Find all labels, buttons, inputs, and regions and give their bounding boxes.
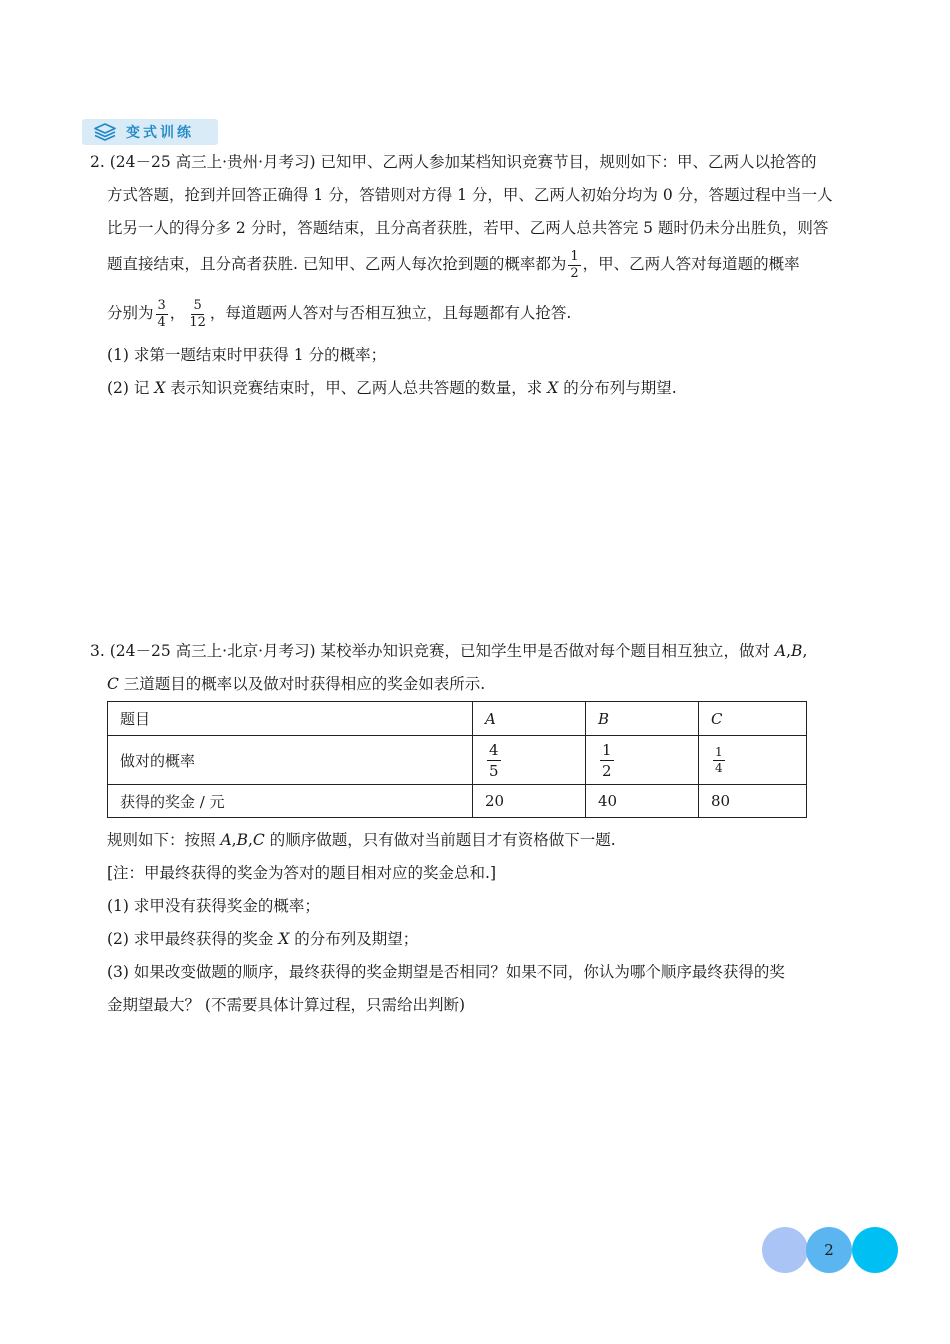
fraction-numerator: 3	[157, 297, 166, 313]
variable-a: A	[220, 831, 232, 849]
variable-c: C	[252, 831, 265, 849]
fraction-denominator: 2	[570, 265, 579, 281]
variable-x: X	[547, 379, 559, 397]
table-row-prize	[108, 785, 807, 818]
fraction-prob-b	[600, 740, 614, 781]
q3-subquestion-2	[107, 927, 418, 949]
q3-subquestion-3-line-2: 金期望最大？ (不需要具体计算过程，只需给出判断)	[107, 996, 466, 1014]
table-cell	[586, 702, 699, 736]
table-cell	[586, 736, 699, 785]
table-row-header	[108, 702, 807, 736]
fraction-denominator: 4	[157, 314, 166, 330]
table-cell: 40	[586, 785, 699, 818]
table-row-probability	[108, 736, 807, 785]
table-cell: 20	[473, 785, 586, 818]
fraction-prob-a	[487, 740, 501, 781]
fraction-denominator: 5	[489, 761, 499, 780]
q2-line-5-text-a: 分别为	[107, 304, 154, 322]
variable-c: C	[107, 675, 119, 693]
variable-b: B	[236, 831, 248, 849]
q3-rule-text-b: 的顺序做题，只有做对当前题目才有资格做下一题.	[264, 831, 616, 849]
variable-b: B	[791, 642, 803, 660]
fraction-numerator: 1	[602, 740, 612, 759]
q2-sub2-text-b: 表示知识竞赛结束时，甲、乙两人总共答题的数量，求	[165, 379, 548, 397]
fraction-three-quarters	[156, 298, 168, 331]
variable-a: A	[485, 709, 496, 728]
page-number: 2	[824, 1241, 834, 1259]
variable-x: X	[154, 379, 166, 397]
table-cell: 获得的奖金 / 元	[108, 785, 473, 818]
q2-line-1: 2. (24－25 高三上·贵州·月考习) 已知甲、乙两人参加某档知识竞赛节目，规则如下：甲、乙两人以抢答的	[90, 153, 817, 171]
fraction-numerator: 1	[715, 744, 723, 759]
q3-subquestion-3-line-1: (3) 如果改变做题的顺序，最终获得的奖金期望是否相同？如果不同，你认为哪个顺序最终获得的奖	[107, 963, 785, 981]
q2-sub2-text-a: (2) 记	[107, 379, 155, 397]
q2-line-4-text-b: ，甲、乙两人答对每道题的概率	[582, 255, 800, 273]
variable-a: A	[774, 642, 787, 660]
table-cell	[473, 736, 586, 785]
fraction-one-half	[568, 249, 580, 282]
fraction-denominator: 2	[602, 761, 612, 780]
table-cell	[699, 702, 807, 736]
q3-line-1-text: 3. (24－25 高三上·北京·月考习) 某校举办知识竞赛，已知学生甲是否做对每个题目相互独立，做对	[90, 642, 775, 660]
q3-subquestion-1: (1) 求甲没有获得奖金的概率；	[107, 897, 320, 915]
separator: ，	[169, 304, 186, 322]
fraction-numerator: 4	[489, 740, 499, 759]
fraction-prob-c	[713, 745, 725, 776]
comma: ,	[247, 831, 253, 849]
q2-subquestion-1: (1) 求第一题结束时甲获得 1 分的概率；	[107, 346, 387, 364]
q3-rule	[107, 828, 616, 850]
fraction-numerator: 1	[570, 248, 579, 264]
section-badge	[82, 119, 218, 145]
fraction-numerator: 5	[193, 297, 202, 313]
page-circle-left	[762, 1227, 808, 1273]
variable-c: C	[711, 709, 723, 728]
table-cell	[699, 736, 807, 785]
q2-sub2-text-c: 的分布列与期望.	[558, 379, 677, 397]
q2-line-4-text-a: 题直接结束，且分高者获胜. 已知甲、乙两人每次抢到题的概率都为	[107, 255, 567, 273]
q2-line-3: 比另一人的得分多 2 分时，答题结束，且分高者获胜，若甲、乙两人总共答完 5 题时仍未分出胜负，则答	[107, 219, 829, 237]
q3-rule-text-a: 规则如下：按照	[107, 831, 221, 849]
q3-line-2-text: 三道题目的概率以及做对时获得相应的奖金如表所示.	[118, 675, 486, 693]
table-cell: 80	[699, 785, 807, 818]
variable-b: B	[598, 709, 610, 728]
section-label: 变式训练	[126, 125, 194, 141]
table-cell: 做对的概率	[108, 736, 473, 785]
comma: ,	[786, 642, 792, 660]
q2-line-4	[107, 248, 800, 282]
q2-line-5	[107, 297, 571, 331]
stack-layers-icon	[94, 123, 116, 141]
q2-subquestion-2	[107, 376, 677, 398]
q3-note: [注：甲最终获得的奖金为答对的题目相对应的奖金总和.]	[107, 864, 497, 882]
fraction-denominator: 4	[715, 760, 723, 775]
q2-line-2: 方式答题，抢到并回答正确得 1 分，答错则对方得 1 分，甲、乙两人初始分均为 0 分，答题过程中当一人	[107, 186, 833, 204]
q3-sub2-text-b: 的分布列及期望；	[289, 930, 419, 948]
table-cell	[473, 702, 586, 736]
comma: ,	[231, 831, 237, 849]
page-circle-right	[852, 1227, 898, 1273]
q3-line-1	[90, 635, 807, 667]
q2-line-5-text-b: ，每道题两人答对与否相互独立，且每题都有人抢答.	[209, 304, 572, 322]
q3-sub2-text-a: (2) 求甲最终获得的奖金	[107, 930, 279, 948]
fraction-five-twelfths	[187, 298, 208, 331]
q3-line-2	[107, 668, 485, 700]
table-cell: 题目	[108, 702, 473, 736]
fraction-denominator: 12	[189, 314, 206, 330]
comma: ,	[802, 642, 808, 660]
variable-x: X	[278, 930, 290, 948]
prize-table	[107, 701, 807, 818]
